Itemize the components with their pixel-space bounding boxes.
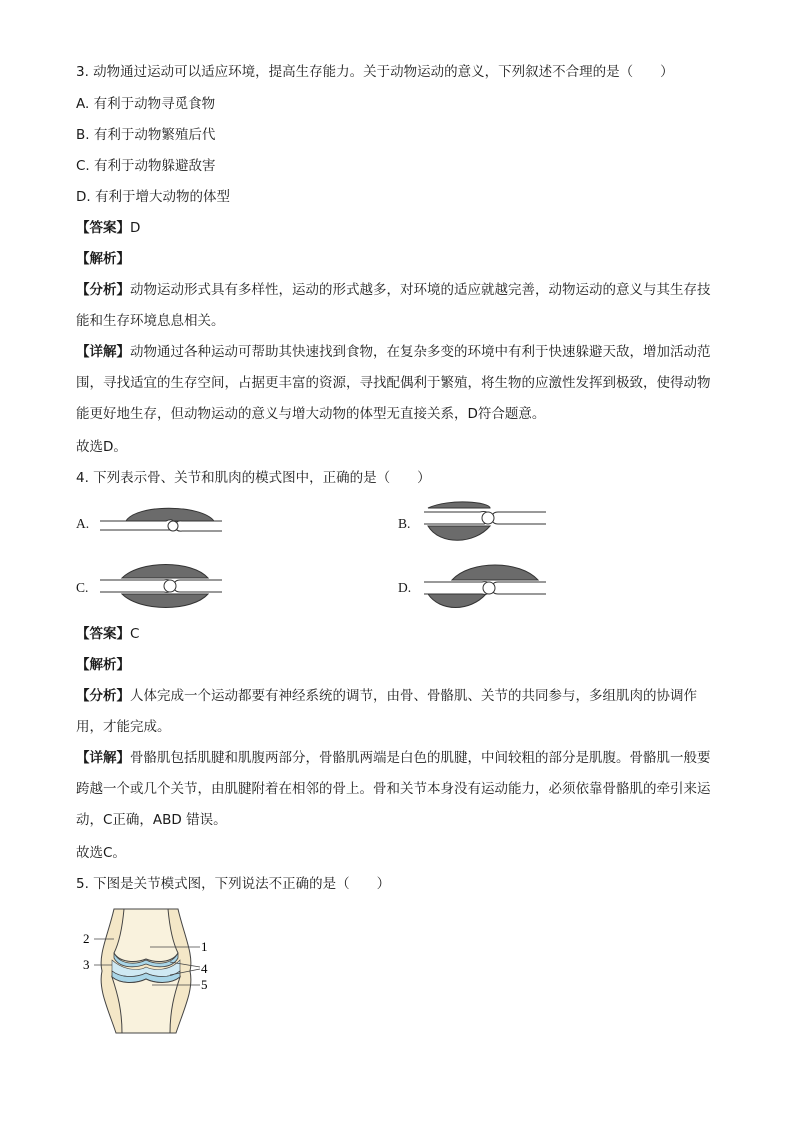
- q5-stem: 5. 下图是关节模式图，下列说法不正确的是（ ）: [76, 876, 391, 892]
- label-5: 5: [201, 977, 208, 992]
- q4-figure-b: [420, 496, 550, 546]
- q4-stem: 4. 下列表示骨、关节和肌肉的模式图中，正确的是（ ）: [76, 470, 431, 486]
- answer-value: D: [130, 220, 141, 236]
- q3-stem: 3. 动物通过运动可以适应环境，提高生存能力。关于动物运动的意义，下列叙述不合理的是（ ）: [76, 64, 674, 80]
- q4-figure-d: [420, 560, 550, 612]
- q3-option-c: C. 有利于动物躲避敌害: [76, 158, 216, 174]
- q3-option-a: A. 有利于动物寻觅食物: [76, 96, 216, 112]
- q4-fenxi: 【分析】人体完成一个运动都要有神经系统的调节，由骨、骨骼肌、关节的共同参与，多组肌肉的协调作用，才能完成。: [76, 688, 697, 735]
- q4-figure-a: [96, 500, 226, 546]
- q5-joint-diagram: [80, 905, 220, 1037]
- q3-option-d: D. 有利于增大动物的体型: [76, 189, 230, 205]
- q4-figure-c: [96, 560, 226, 612]
- answer-tag: 【答案】: [76, 220, 130, 236]
- q4-detail: 【详解】骨骼肌包括肌腱和肌腹两部分，骨骼肌两端是白色的肌腱，中间较粗的部分是肌腹。骨骼肌一般要跨越一个或几个关节，由肌腱附着在相邻的骨上。骨和关节本身没有运动能力，必须依靠骨骼肌的牵引来运动，C正确，ABD 错误。: [76, 750, 711, 828]
- q4-option-b-label: B.: [398, 516, 411, 531]
- label-4: 4: [201, 961, 208, 976]
- q4-answer: 【答案】C: [76, 626, 140, 642]
- q3-analysis-tag: 【解析】: [76, 251, 130, 267]
- q3-fenxi: 【分析】动物运动形式具有多样性，运动的形式越多，对环境的适应就越完善，动物运动的意义与其生存技能和生存环境息息相关。: [76, 282, 711, 329]
- label-1: 1: [201, 939, 208, 954]
- q4-option-a-label: A.: [76, 516, 90, 531]
- q3-conclusion: 故选D。: [76, 439, 127, 455]
- q4-analysis-tag: 【解析】: [76, 657, 130, 673]
- label-3: 3: [83, 957, 90, 972]
- q4-conclusion: 故选C。: [76, 845, 126, 861]
- label-2: 2: [83, 931, 90, 946]
- q4-option-c-label: C.: [76, 580, 89, 595]
- q4-option-d-label: D.: [398, 580, 412, 595]
- q3-detail: 【详解】动物通过各种运动可帮助其快速找到食物，在复杂多变的环境中有利于快速躲避天敌，增加活动范围，寻找适宜的生存空间，占据更丰富的资源，寻找配偶利于繁殖，将生物的应激性发挥到极致，使得动物能更好地生存，但动物运动的意义与增大动物的体型无直接关系，D符合题意。: [76, 344, 711, 422]
- q3-answer: [76, 218, 140, 238]
- q3-option-b: B. 有利于动物繁殖后代: [76, 127, 216, 143]
